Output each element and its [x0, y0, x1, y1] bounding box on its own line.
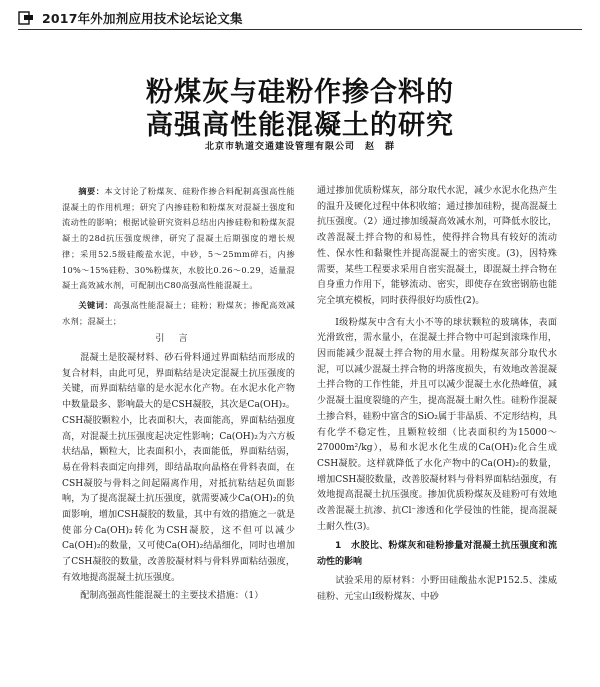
abstract-text: 本文讨论了粉煤灰、硅粉作掺合料配制高强高性能混凝土的作用机理；研究了内掺硅粉和粉煤灰对混凝土强度和流动性的影响；根据试验研究资料总结出内掺硅粉和粉煤灰混凝土的28d抗压强度规律，研究了混凝土后期强度的增长规律；采用52.5级硅酸盐水泥，中砂，5～25mm碎石，内掺10%～15%硅粉、30%粉煤灰，水胶比0.26～0.29，适量混凝土高效减水剂，可配制出C80高强高性能混凝土。 — [62, 186, 295, 291]
right-paragraph-2: Ⅰ级粉煤灰中含有大小不等的球状颗粒的玻璃体，表面光滑致密，需水量小，在混凝土拌合物中可起到滚珠作用，因而能减少混凝土拌合物的用水量。用粉煤灰部分取代水泥，可以减少混凝土拌合物的坍落度损失，有效地改善混凝土拌合物的工作性能，并且可以减少混凝土水化热峰值，减少混凝土温度裂缝的产生，提高混凝土耐久性。硅粉作混凝土掺合料，硅粉中富含的SiO₂属于非晶质、不定形结构，具有化学不稳定性，且颗粒较细（比表面积约为15000～27000m²/kg），易和水泥水化生成的Ca(OH)₂化合生成CSH凝胶。这样就降低了水化产物中的Ca(OH)₂的数量，增加CSH凝胶数量，改善胶凝材料与骨料界面粘结强度，有效地提高混凝土抗压强度。掺加优质粉煤灰及硅粉可有效地改善混凝土抗渗、抗Cl⁻渗透和化学侵蚀的性能，提高混凝土耐久性(3)。 — [317, 317, 557, 532]
left-column — [62, 184, 295, 604]
intro-heading: 引言 — [155, 334, 202, 345]
running-header — [18, 8, 582, 28]
book-corner-icon — [18, 11, 34, 25]
section-1-text: 试验采用的原材料：小野田硅酸盐水泥P152.5、滦威硅粉、元宝山Ⅰ级粉煤灰、中砂 — [317, 575, 557, 602]
keywords — [62, 298, 295, 329]
intro-paragraph-2: 配制高强高性能混凝土的主要技术措施：（1） — [80, 590, 264, 601]
header-rule — [18, 29, 582, 30]
paper-title-line2: 高强高性能混凝土的研究 — [146, 110, 454, 141]
paper-title-line1: 粉煤灰与硅粉作掺合料的 — [146, 77, 454, 108]
intro-paragraph-1: 混凝土是胶凝材料、砂石骨料通过界面粘结而形成的复合材料，由此可见，界面粘结是决定混凝土抗压强度的关键，而界面粘结靠的是水泥水化产物。在水泥水化产物中数量最多、影响最大的是CSH凝胶，其次是Ca(OH)₂。CSH凝胶颗粒小，比表面积大，表面能高，界面粘结强度高，对混凝土抗压强度起决定性影响；Ca(OH)₂为六方板状结晶，颗粒大，比表面积小，表面能低，界面粘结弱，易在骨料表面定向排列，即结晶取向晶格在骨料表面，在CSH凝胶与骨料之间起隔离作用，对抵抗粘结起负面影响，为了提高混凝土抗压强度，就需要减少Ca(OH)₂的负面影响，增加CSH凝胶的数量，其中有效的措施之一就是使部分Ca(OH)₂转化为CSH凝胶，这不但可以减少Ca(OH)₂的数量，又可使Ca(OH)₂结晶细化，同时也增加了CSH凝胶的数量，改善胶凝材料与骨料界面粘结强度，有效地提高混凝土抗压强度。 — [62, 353, 295, 583]
right-paragraph-1: 通过掺加优质粉煤灰，部分取代水泥，减少水泥水化热产生的温升及硬化过程中体积收缩；通过掺加硅粉，提高混凝土抗压强度。（2）通过掺加缓凝高效减水剂，可降低水胶比，改善混凝土拌合物的和易性，使得拌合物具有较好的流动性、保水性和黏聚性并提高混凝土的密实度。(3)，因特殊需要，某些工程要求采用自密实混凝土，即混凝土拌合物在自身重力作用下，能够流动、密实，即使存在致密钢筋也能完全填充模板，同时获得很好均质性(2)。 — [317, 186, 557, 306]
proceedings-title: 2017年外加剂应用技术论坛论文集 — [42, 11, 243, 26]
section-1-heading: 1 水胶比、粉煤灰和硅粉掺量对混凝土抗压强度和流动性的影响 — [317, 541, 557, 568]
right-column — [317, 184, 557, 605]
abstract — [62, 184, 295, 294]
keywords-label: 关键词： — [78, 299, 114, 310]
author-affiliation: 北京市轨道交通建设管理有限公司 赵 群 — [204, 142, 395, 152]
abstract-label: 摘要： — [78, 186, 105, 196]
keywords-text: 高强高性能混凝土；硅粉；粉煤灰；掺配高效减水剂；混凝土； — [62, 299, 295, 326]
